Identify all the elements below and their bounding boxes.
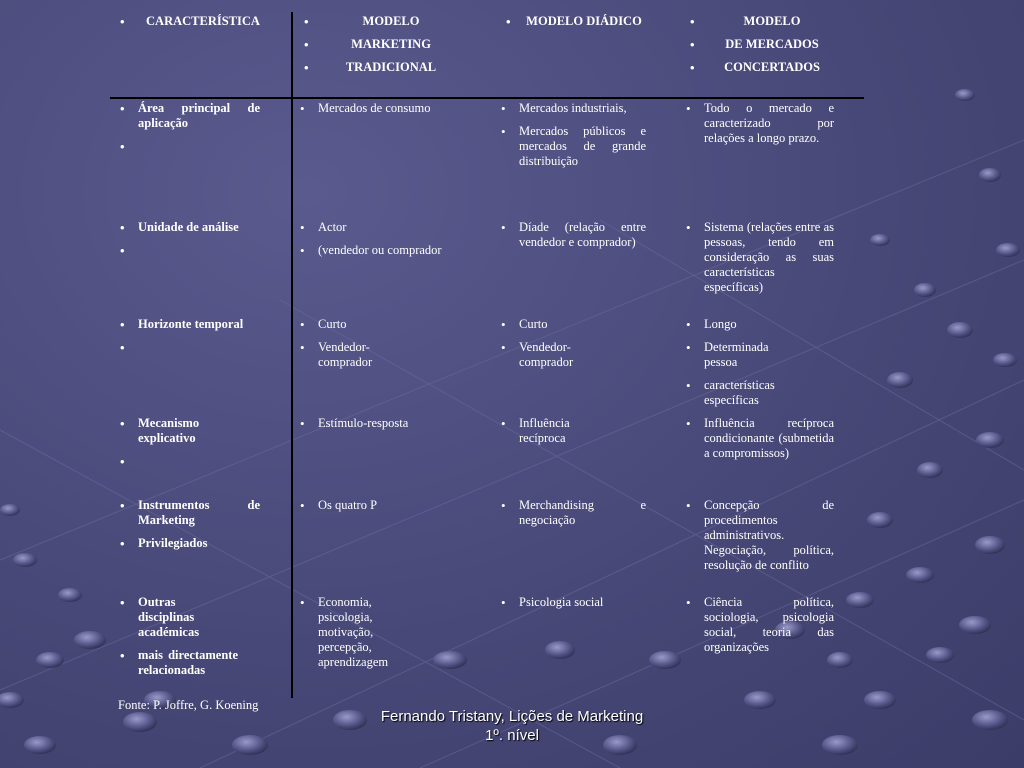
- row2-concertados: [684, 220, 834, 303]
- row5-tradicional: [298, 498, 461, 521]
- row-item: • Curto: [298, 317, 461, 332]
- row-item: • Instrumentos de Marketing: [118, 498, 260, 528]
- row4-characteristic: [118, 416, 260, 454]
- header-modelo-tradicional: [302, 14, 460, 83]
- header-modelo-diadico: [504, 14, 644, 37]
- row3-diadico: [499, 317, 646, 378]
- header-item: • MODELO DIÁDICO: [504, 14, 644, 29]
- row-item: • Psicologia social: [499, 595, 646, 610]
- row4-tradicional: [298, 416, 461, 439]
- footer-line-2: 1º. nível: [485, 727, 539, 744]
- row-item: • características específicas: [684, 378, 804, 408]
- row5-diadico: [499, 498, 646, 536]
- row-item: • Influência recíproca condicionante (submetida a compromissos): [684, 416, 834, 461]
- row1-tradicional: [298, 101, 461, 124]
- row1-characteristic: [118, 101, 260, 139]
- header-item: • TRADICIONAL: [302, 60, 460, 75]
- row-item: • Vendedor-comprador: [298, 340, 398, 370]
- row-item: • Os quatro P: [298, 498, 461, 513]
- row-item: • Díade (relação entre vendedor e comprador): [499, 220, 646, 250]
- row-item: • Sistema (relações entre as pessoas, tendo em consideração as suas características específicas): [684, 220, 834, 295]
- row6-characteristic: [118, 595, 260, 686]
- header-item: • MODELO: [688, 14, 836, 29]
- row-item: • Determinada pessoa: [684, 340, 804, 370]
- row2-characteristic: [118, 220, 260, 243]
- footer-line-1: Fernando Tristany, Lições de Marketing: [380, 708, 644, 725]
- row4-diadico: [499, 416, 646, 454]
- row5-concertados: [684, 498, 834, 581]
- row-item: • Horizonte temporal: [118, 317, 260, 332]
- row-item: • Unidade de análise: [118, 220, 260, 235]
- row-item: • Mercados públicos e mercados de grande distribuição: [499, 124, 646, 169]
- header-item: • DE MERCADOS: [688, 37, 836, 52]
- header-item: • CONCERTADOS: [688, 60, 836, 75]
- row-item: • Actor: [298, 220, 461, 235]
- row3-characteristic: [118, 317, 260, 340]
- source-note: Fonte: P. Joffre, G. Koening: [118, 698, 259, 712]
- row3-tradicional: [298, 317, 461, 378]
- row6-tradicional: [298, 595, 461, 678]
- table-horizontal-divider: [110, 97, 864, 99]
- row1-concertados: [684, 101, 834, 154]
- row-item: • mais directamente relacionadas: [118, 648, 238, 678]
- header-modelo-concertados: [688, 14, 836, 83]
- row5-characteristic: [118, 498, 260, 559]
- row6-concertados: [684, 595, 834, 663]
- row-item: • Vendedor-comprador: [499, 340, 599, 370]
- row-item: • Curto: [499, 317, 646, 332]
- header-item: • CARACTERÍSTICA: [118, 14, 268, 29]
- row-item: • Área principal de aplicação: [118, 101, 260, 131]
- header-item: • MARKETING: [302, 37, 460, 52]
- row1-diadico: [499, 101, 646, 177]
- row-item: • Economia, psicologia, motivação, percepção, aprendizagem: [298, 595, 418, 670]
- table-vertical-divider: [291, 12, 293, 698]
- row-item: • Todo o mercado e caracterizado por relações a longo prazo.: [684, 101, 834, 146]
- row-item: • Ciência política, sociologia, psicologia social, teoria das organizações: [684, 595, 834, 655]
- row-item: • Merchandising e negociação: [499, 498, 646, 528]
- row-item: • Mercados de consumo: [298, 101, 461, 116]
- row6-diadico: [499, 595, 646, 618]
- row-item: • Privilegiados: [118, 536, 260, 551]
- row-item: • (vendedor ou comprador: [298, 243, 461, 258]
- row-item: • Mecanismo explicativo: [118, 416, 238, 446]
- slide-footer: [340, 707, 684, 745]
- row2-diadico: [499, 220, 646, 258]
- row-item: • Influência recíproca: [499, 416, 599, 446]
- row3-concertados: [684, 317, 834, 416]
- row-item: • Estímulo-resposta: [298, 416, 461, 431]
- row-item: • Longo: [684, 317, 834, 332]
- header-item: • MODELO: [302, 14, 460, 29]
- row4-concertados: [684, 416, 834, 469]
- row2-tradicional: [298, 220, 461, 266]
- header-caracteristica: [118, 14, 268, 37]
- row-item: • Concepção de procedimentos administrativos. Negociação, política, resolução de conflito: [684, 498, 834, 573]
- row-item: • Mercados industriais,: [499, 101, 646, 116]
- row-item: • Outras disciplinas académicas: [118, 595, 228, 640]
